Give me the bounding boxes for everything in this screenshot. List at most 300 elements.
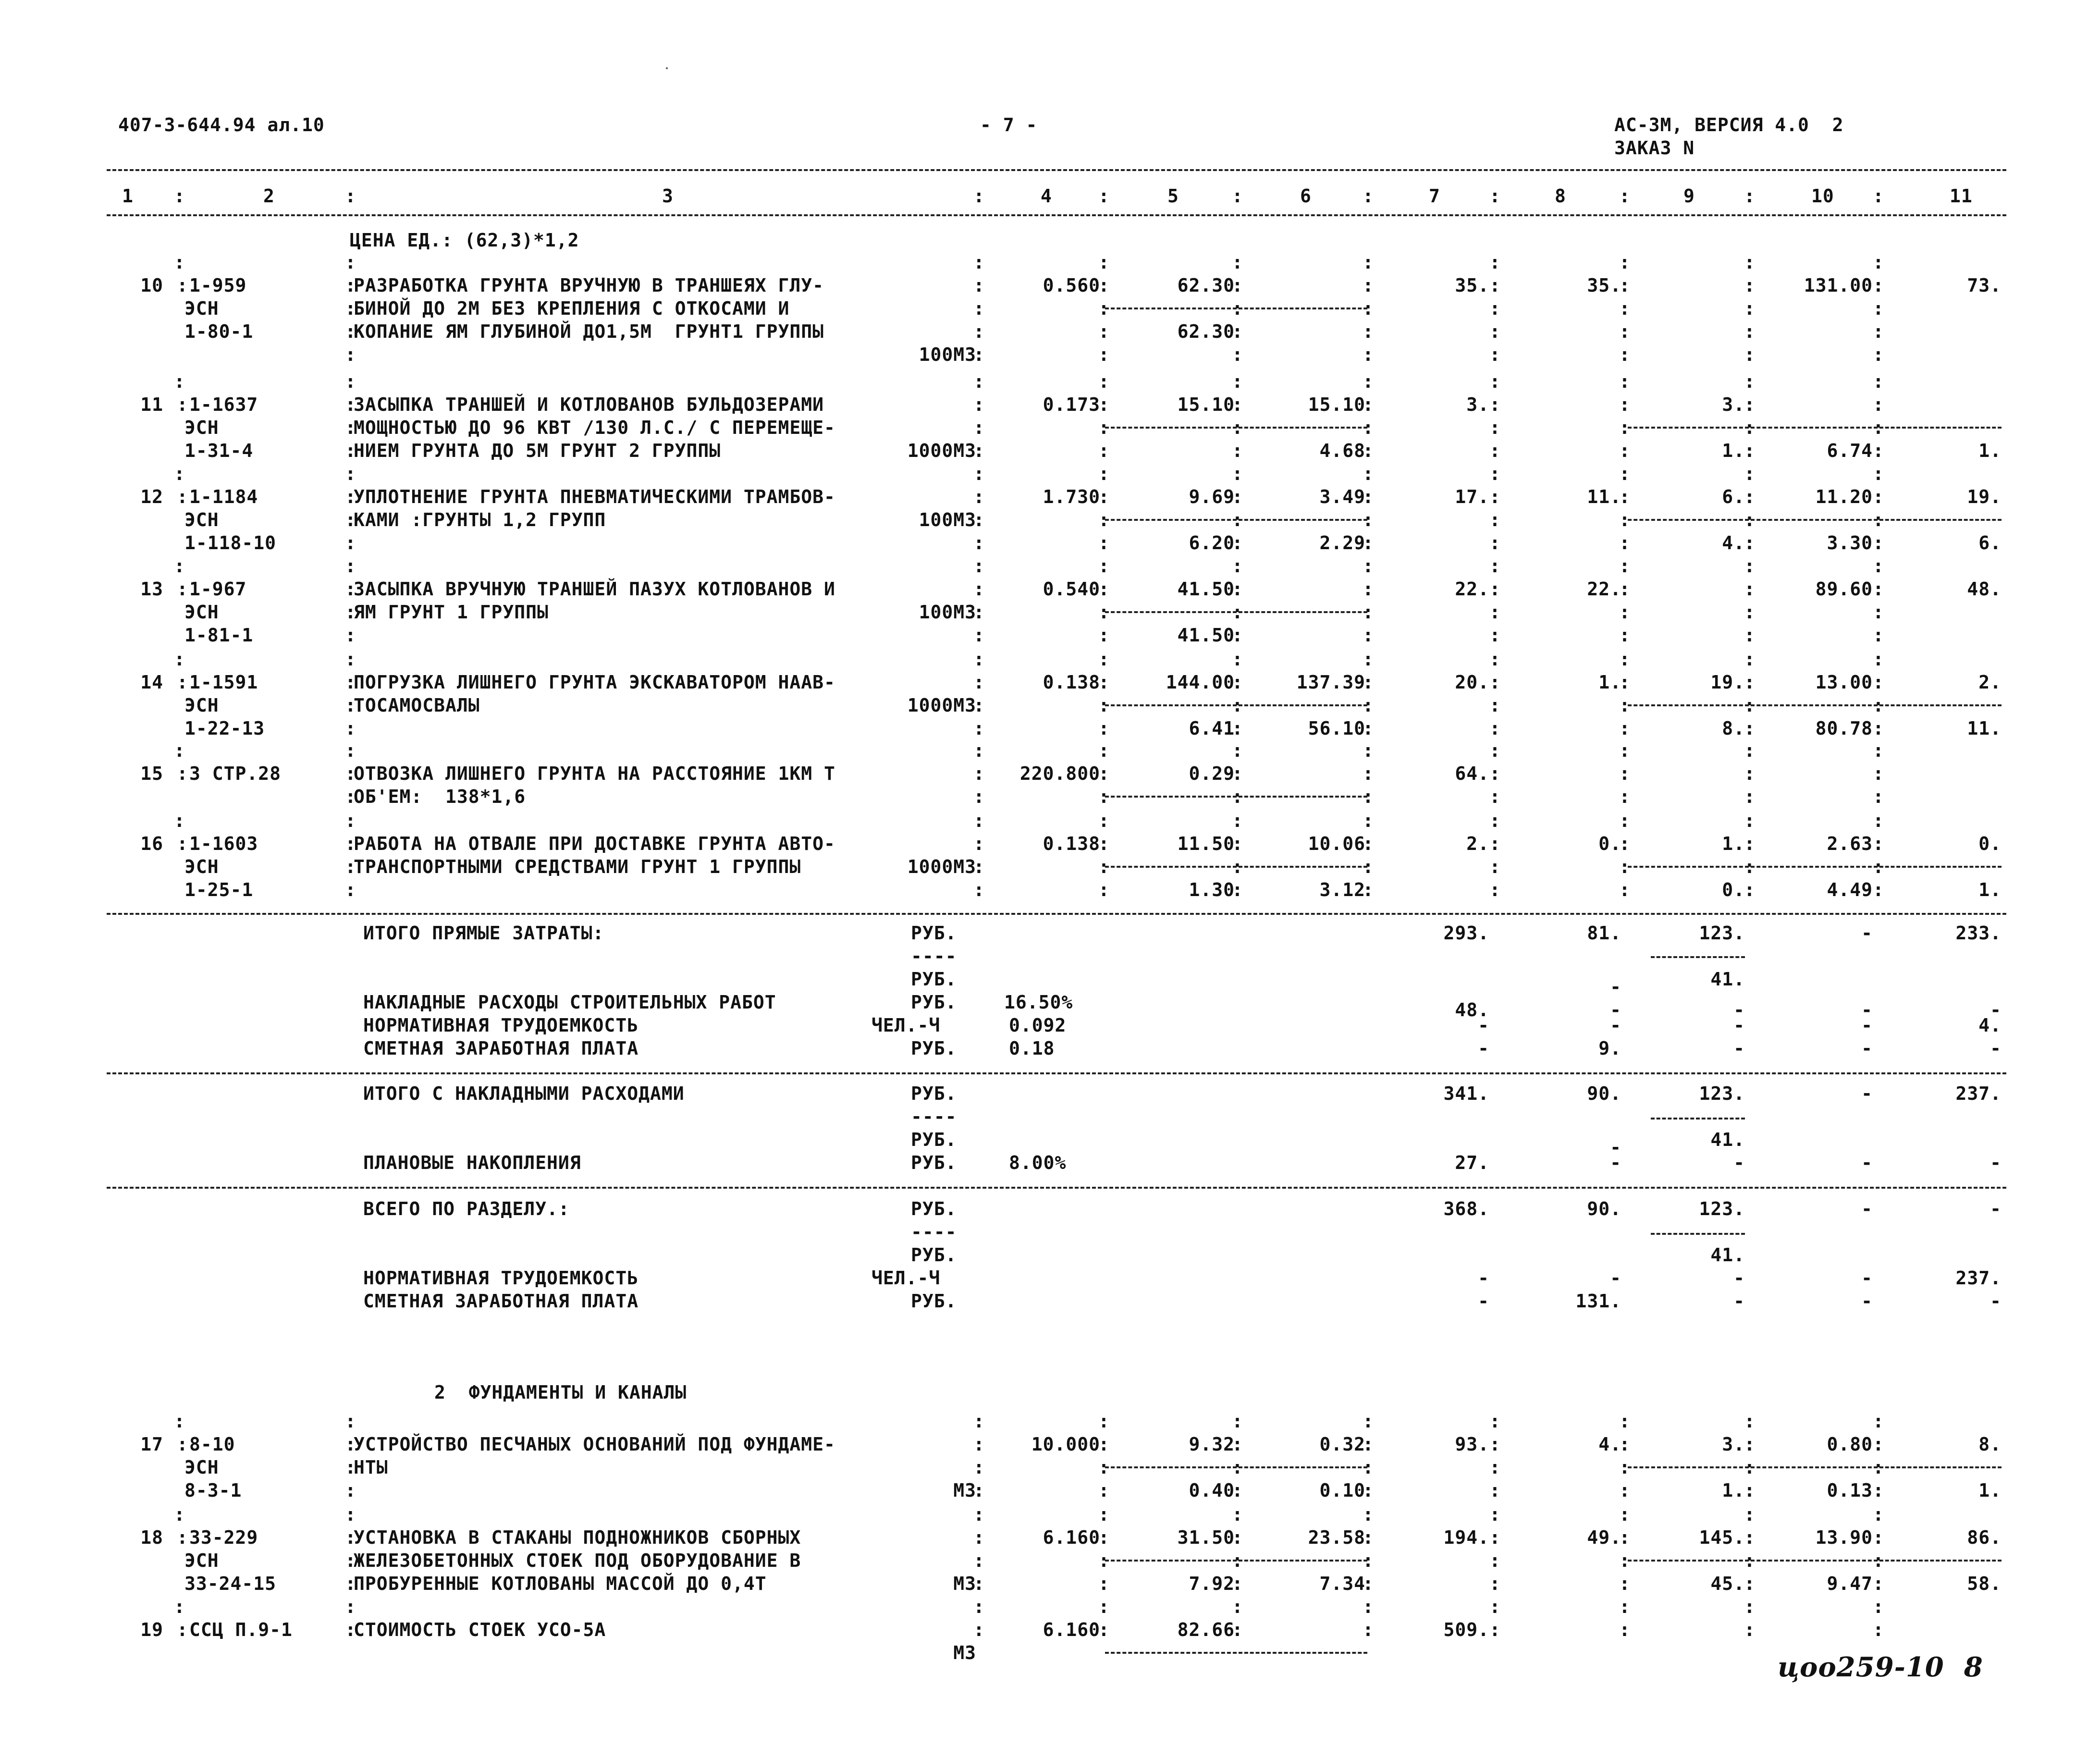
currency-label: РУБ. [911,1152,957,1173]
item-source: ЭСН [184,417,219,438]
column-separator: : [1363,1550,1374,1571]
cell-divider [1879,704,2002,706]
total-with-overhead-value: 123. [1699,1083,1745,1104]
column-separator: : [973,578,985,600]
column-separator: : [1489,1434,1501,1455]
column-separator: : [1098,718,1110,739]
item-description: ЗАСЫПКА ТРАНШЕЙ И КОТЛОВАНОВ БУЛЬДОЗЕРАМИ [354,394,824,415]
program-version: АС-3М, ВЕРСИЯ 4.0 2 [1614,114,1844,135]
row-separator-colons: : [973,1504,985,1525]
row-separator-colons: : [1619,649,1631,670]
column-separator: : [1489,321,1501,342]
item-source: ЭСН [184,509,219,530]
item-description: ПРОБУРЕННЫЕ КОТЛОВАНЫ МАССОЙ ДО 0,4Т [354,1573,767,1594]
row-separator-colons: : [1619,252,1631,273]
column-separator: : [345,1457,356,1478]
row-separator-colons: : [174,1504,185,1525]
unit-price-machines: 23.58 [1308,1527,1365,1548]
column-separator: : [973,275,985,296]
item-quantity: 0.540 [1043,578,1100,600]
column-separator: : [1873,298,1884,319]
row-separator-colons: : [1098,810,1110,831]
labor-norm-value: - [1478,1015,1489,1036]
column-separator: : [973,718,985,739]
dash-separator: ---- [911,1221,957,1242]
column-separator: : [1744,275,1756,296]
item-unit: 100М3 [919,602,976,623]
column-separator: : [1232,440,1243,461]
column-separator: : [1489,486,1501,507]
item-reference: 1-31-4 [184,440,254,461]
labor-norm-value: - [1610,1267,1621,1289]
order-number: ЗАКАЗ N [1614,137,1695,159]
column-separator: : [1873,578,1884,600]
cell-divider [1628,427,1749,429]
row-separator-colons: : [973,1411,985,1432]
labor-unit: ЧЕЛ.-Ч [872,1015,941,1036]
cost-wages: 11. [1587,486,1621,507]
row-separator-colons: : [1489,371,1501,392]
column-separator: : [1489,625,1501,646]
labor-total: 0. [1978,833,2002,854]
column-separator: : [1873,1434,1884,1455]
item-description: НИЕМ ГРУНТА ДО 5М ГРУНТ 2 ГРУППЫ [354,440,721,461]
labor-per-unit: 11.20 [1815,486,1873,507]
item-number: 11 [140,394,163,415]
row-separator-colons: : [973,649,985,670]
column-separator: : [1363,486,1374,507]
column-separator: : [1744,1480,1756,1501]
row-separator-colons: : [973,463,985,484]
cost-total: 3. [1466,394,1489,415]
total-with-overhead-value: 341. [1443,1083,1489,1104]
column-separator: : [1873,856,1884,877]
column-separator: : [1619,417,1631,438]
column-separator: : [1232,1550,1243,1571]
labor-norm-value: 237. [1955,1267,2002,1289]
row-separator-colons: : [345,252,356,273]
column-separator: : [345,321,356,342]
cost-wages: 49. [1587,1527,1621,1548]
column-separator: : [1873,879,1884,900]
summary-rule-1 [107,913,2006,915]
column-separator: : [1232,417,1243,438]
column-separator: : [1363,344,1374,365]
column-separator: : [1619,1573,1631,1594]
column-separator: : [1744,602,1756,623]
row-separator-colons: : [345,1596,356,1617]
labor-total: 86. [1967,1527,2002,1548]
cost-machine-wages: 8. [1722,718,1745,739]
labor-norm-value: - [1733,1267,1745,1289]
column-separator: : [1489,763,1501,784]
row-separator-colons: : [1098,1596,1110,1617]
row-separator-colons: : [1619,555,1631,577]
item-quantity: 220.800 [1019,763,1100,784]
labor-per-unit: 13.90 [1815,1527,1873,1548]
column-separator: : [1363,695,1374,716]
column-separator: : [1873,1550,1884,1571]
column-separator: : [1489,718,1501,739]
planned-savings-value: - [1990,1152,2002,1173]
cost-machines: 3. [1722,1434,1745,1455]
unit-price-machine-wages: 0.10 [1319,1480,1365,1501]
labor-per-unit: 89.60 [1815,578,1873,600]
wage-value: - [1733,1038,1745,1059]
row-separator-colons: : [1489,252,1501,273]
labor-machinist-total: 1. [1978,1480,2002,1501]
planned-savings-percent: 8.00% [1009,1152,1067,1173]
column-separator: : [1098,672,1110,693]
item-unit: 1000М3 [907,440,976,461]
unit-price-machine-wages: 2.29 [1319,532,1365,554]
column-separator: : [1744,1527,1756,1548]
item-description: КАМИ :ГРУНТЫ 1,2 ГРУПП [354,509,606,530]
column-separator: : [1363,321,1374,342]
cell-divider [1105,519,1237,521]
unit-price-machines: 0.32 [1319,1434,1365,1455]
column-separator: : [1873,1573,1884,1594]
item-quantity: 0.173 [1043,394,1100,415]
labor-total: 19. [1967,486,2002,507]
labor-machinist-total: 1. [1978,440,2002,461]
column-separator: : [1619,275,1631,296]
column-separator: : [345,486,356,507]
price-note: ЦЕНА ЕД.: (62,3)*1,2 [350,230,579,251]
row-separator-colons: : [174,1596,185,1617]
column-separator: : [177,578,188,600]
row-separator-colons: : [174,810,185,831]
row-separator-colons: : [174,1411,185,1432]
column-separator: : [1489,695,1501,716]
row-separator-colons: : [1489,1411,1501,1432]
cell-divider [1105,1652,1237,1654]
column-separator: : [1098,298,1110,319]
column-separator: : [1232,275,1243,296]
column-separator: : [1873,1480,1884,1501]
column-separator: : [1619,486,1631,507]
labor-machinist-per-unit: 4.49 [1827,879,1873,900]
unit-price-machine-wages: 56.10 [1308,718,1365,739]
cost-total: 17. [1455,486,1489,507]
column-separator: : [177,763,188,784]
column-separator: : [1098,1480,1110,1501]
column-separator: : [1744,833,1756,854]
row-separator-colons: : [1744,463,1756,484]
row-separator-colons: : [1619,463,1631,484]
row-separator-colons: : [1489,555,1501,577]
item-code: 33-229 [189,1527,258,1548]
header-rule-bottom [107,214,2006,216]
cell-divider [1105,704,1237,706]
column-separator: : [1873,833,1884,854]
currency-label: РУБ. [911,1291,957,1312]
item-quantity: 1.730 [1043,486,1100,507]
column-separator: : [1098,856,1110,877]
row-separator-colons: : [1098,649,1110,670]
column-separator: : [177,486,188,507]
column-separator: : [1873,672,1884,693]
cell-divider [1751,427,1878,429]
machine-wages-extra: 41. [1710,1244,1745,1266]
column-separator: : [1489,672,1501,693]
cell-divider [1879,519,2002,521]
column-separator: : [973,786,985,807]
row-separator-colons: : [1744,1596,1756,1617]
column-separator: : [1363,1480,1374,1501]
column-separator: : [345,344,356,365]
currency-label: РУБ. [911,923,957,944]
column-separator: : [1873,486,1884,507]
header-rule-top [107,169,2006,171]
unit-price-wages: 7.92 [1189,1573,1235,1594]
column-separator: : [1232,509,1243,530]
item-number: 12 [140,486,163,507]
column-separator: : [1363,833,1374,854]
column-separator: : [973,532,985,554]
column-separator: : [1873,1457,1884,1478]
row-separator-colons: : [1873,371,1884,392]
cell-divider [1239,866,1367,868]
column-separator: : [1873,1527,1884,1548]
column-separator: : [1744,1573,1756,1594]
column-separator: : [1232,1480,1243,1501]
column-separator: : [1619,1550,1631,1571]
unit-price-total: 31.50 [1177,1527,1235,1548]
column-separator: : [1363,1573,1374,1594]
wage-value: - [1990,1291,2002,1312]
item-source: ЭСН [184,1550,219,1571]
item-source: ЭСН [184,856,219,877]
labor-per-unit: 2.63 [1827,833,1873,854]
row-separator-colons: : [1098,740,1110,761]
cost-machines: 145. [1699,1527,1745,1548]
labor-norm-value: 4. [1978,1015,2002,1036]
item-description: РАЗРАБОТКА ГРУНТА ВРУЧНУЮ В ТРАНШЕЯХ ГЛУ- [354,275,824,296]
wage-label: СМЕТНАЯ ЗАРАБОТНАЯ ПЛАТА [363,1291,639,1312]
item-description: ЗАСЫПКА ВРУЧНУЮ ТРАНШЕЙ ПАЗУХ КОТЛОВАНОВ И [354,578,835,600]
row-separator-colons: : [1744,371,1756,392]
row-separator-colons: : [1619,810,1631,831]
row-separator-colons: : [1363,371,1374,392]
currency-label: РУБ. [911,1038,957,1059]
column-separator: : [1873,417,1884,438]
column-separator: : [1619,695,1631,716]
column-separator: : [1098,879,1110,900]
cell-divider [1105,796,1237,798]
wage-value: 9. [1598,1038,1621,1059]
column-separator: : [1744,718,1756,739]
column-separator: : [1744,344,1756,365]
column-separator: : [1232,879,1243,900]
column-separator: : [1619,440,1631,461]
column-separator: : [1619,625,1631,646]
item-reference: 8-3-1 [184,1480,242,1501]
item-code: 1-967 [189,578,247,600]
column-separator: : [1619,532,1631,554]
cost-machine-wages: 1. [1722,1480,1745,1501]
cell-divider [1239,1652,1367,1654]
column-separator: : [1232,321,1243,342]
item-code: ССЦ П.9-1 [189,1619,293,1640]
cell-divider [1751,866,1878,868]
column-separator: : [1489,1480,1501,1501]
planned-savings-value: 27. [1455,1152,1489,1173]
section-title: 2 ФУНДАМЕНТЫ И КАНАЛЫ [434,1382,687,1403]
column-separator: : [1489,1527,1501,1548]
column-separator: : [1363,672,1374,693]
cost-wages: 35. [1587,275,1621,296]
column-separator: : [973,394,985,415]
column-separator: : [1232,298,1243,319]
dash-separator: ---- [911,1106,957,1127]
column-separator: : [1363,532,1374,554]
column-separator: : [973,440,985,461]
column-separator: : [1619,1480,1631,1501]
item-reference: 1-25-1 [184,879,254,900]
column-separator: : [1363,185,1374,207]
cost-machines: 3. [1722,394,1745,415]
labor-machinist-total: 1. [1978,879,2002,900]
cost-total: 22. [1455,578,1489,600]
currency-label: РУБ. [911,992,957,1013]
column-separator: : [1098,1573,1110,1594]
row-separator-colons: : [174,649,185,670]
page-number: - 7 - [980,114,1038,135]
column-header: 4 [1041,185,1052,207]
unit-price-machine-wages: 4.68 [1319,440,1365,461]
column-separator: : [1489,1573,1501,1594]
row-separator-colons: : [1363,740,1374,761]
column-separator: : [1098,1434,1110,1455]
column-separator: : [1098,786,1110,807]
row-separator-colons: : [1363,463,1374,484]
item-unit: 1000М3 [907,695,976,716]
total-direct-value: - [1861,923,1873,944]
column-separator: : [1363,879,1374,900]
item-unit: М3 [953,1642,976,1663]
row-separator-colons: : [1873,463,1884,484]
unit-price-wages: 41.50 [1177,625,1235,646]
column-separator: : [345,672,356,693]
row-separator-colons: : [1619,740,1631,761]
unit-price-wages: 6.41 [1189,718,1235,739]
summary-rule-2 [107,1072,2006,1074]
column-separator: : [1363,602,1374,623]
column-separator: : [973,1550,985,1571]
item-description: СТОИМОСТЬ СТОЕК УСО-5А [354,1619,606,1640]
wage-value: - [1990,1038,2002,1059]
column-separator: : [345,879,356,900]
column-separator: : [973,672,985,693]
column-separator: : [345,275,356,296]
item-description: ОБ'ЕМ: 138*1,6 [354,786,526,807]
cost-machines: 1. [1722,833,1745,854]
total-direct-value: 233. [1955,923,2002,944]
cost-machine-wages: 0. [1722,879,1745,900]
column-separator: : [1363,298,1374,319]
handwritten-signature: цоо259-10 8 [1778,1651,1983,1683]
column-separator: : [177,672,188,693]
labor-total: 73. [1967,275,2002,296]
labor-machinist-total: 6. [1978,532,2002,554]
currency-label: РУБ. [911,1083,957,1104]
cell-divider [1239,704,1367,706]
column-separator: : [1232,763,1243,784]
column-separator: : [1873,509,1884,530]
overhead-value: - [1610,999,1621,1021]
item-description: БИНОЙ ДО 2М БЕЗ КРЕПЛЕНИЯ С ОТКОСАМИ И [354,298,790,319]
column-separator: : [345,786,356,807]
cell-divider [1105,427,1237,429]
row-separator-colons: : [1232,1596,1243,1617]
unit-price-wages: 1.30 [1189,879,1235,900]
column-separator: : [1098,602,1110,623]
unit-price-total: 11.50 [1177,833,1235,854]
cell-divider [1105,1466,1237,1468]
row-separator-colons: : [1363,555,1374,577]
cell-divider [1751,1560,1878,1562]
column-separator: : [1232,344,1243,365]
column-separator: : [345,1480,356,1501]
row-separator-colons: : [1619,371,1631,392]
item-number: 17 [140,1434,163,1455]
item-description: УСТАНОВКА В СТАКАНЫ ПОДНОЖНИКОВ СБОРНЫХ [354,1527,801,1548]
row-separator-colons: : [174,740,185,761]
wage-rate: 0.18 [1009,1038,1055,1059]
item-number: 10 [140,275,163,296]
column-separator: : [1873,440,1884,461]
wage-value: - [1861,1291,1873,1312]
column-separator: : [345,1550,356,1571]
subtotal-dash [1651,1118,1745,1119]
column-separator: : [1744,879,1756,900]
column-separator: : [1744,486,1756,507]
cost-total: 93. [1455,1434,1489,1455]
column-separator: : [1489,417,1501,438]
item-code: 1-1591 [189,672,258,693]
subtotal-dash [1651,956,1745,958]
cost-total: 194. [1443,1527,1489,1548]
dash-separator: ---- [911,946,957,967]
column-separator: : [1098,344,1110,365]
column-separator: : [1363,417,1374,438]
labor-norm-value: - [1610,1015,1621,1036]
labor-norm-label: НОРМАТИВНАЯ ТРУДОЕМКОСТЬ [363,1015,639,1036]
labor-norm-value: - [1861,1015,1873,1036]
planned-savings-value: - [1861,1152,1873,1173]
cell-divider [1879,427,2002,429]
item-source: ЭСН [184,298,219,319]
unit-price-wages: 6.20 [1189,532,1235,554]
item-code: 1-1184 [189,486,258,507]
labor-norm-value: - [1733,1015,1745,1036]
column-header: 2 [263,185,275,207]
row-separator-colons: : [1873,1411,1884,1432]
column-separator: : [1232,578,1243,600]
item-description: УПЛОТНЕНИЕ ГРУНТА ПНЕВМАТИЧЕСКИМИ ТРАМБОВ- [354,486,835,507]
column-separator: : [1873,718,1884,739]
labor-machinist-total: 11. [1967,718,2002,739]
column-separator: : [1363,763,1374,784]
row-separator-colons: : [1873,1596,1884,1617]
item-description: ЯМ ГРУНТ 1 ГРУППЫ [354,602,549,623]
column-separator: : [1363,578,1374,600]
row-separator-colons: : [973,1596,985,1617]
column-separator: : [1363,718,1374,739]
planned-savings-label: ПЛАНОВЫЕ НАКОПЛЕНИЯ [363,1152,581,1173]
column-separator: : [345,718,356,739]
